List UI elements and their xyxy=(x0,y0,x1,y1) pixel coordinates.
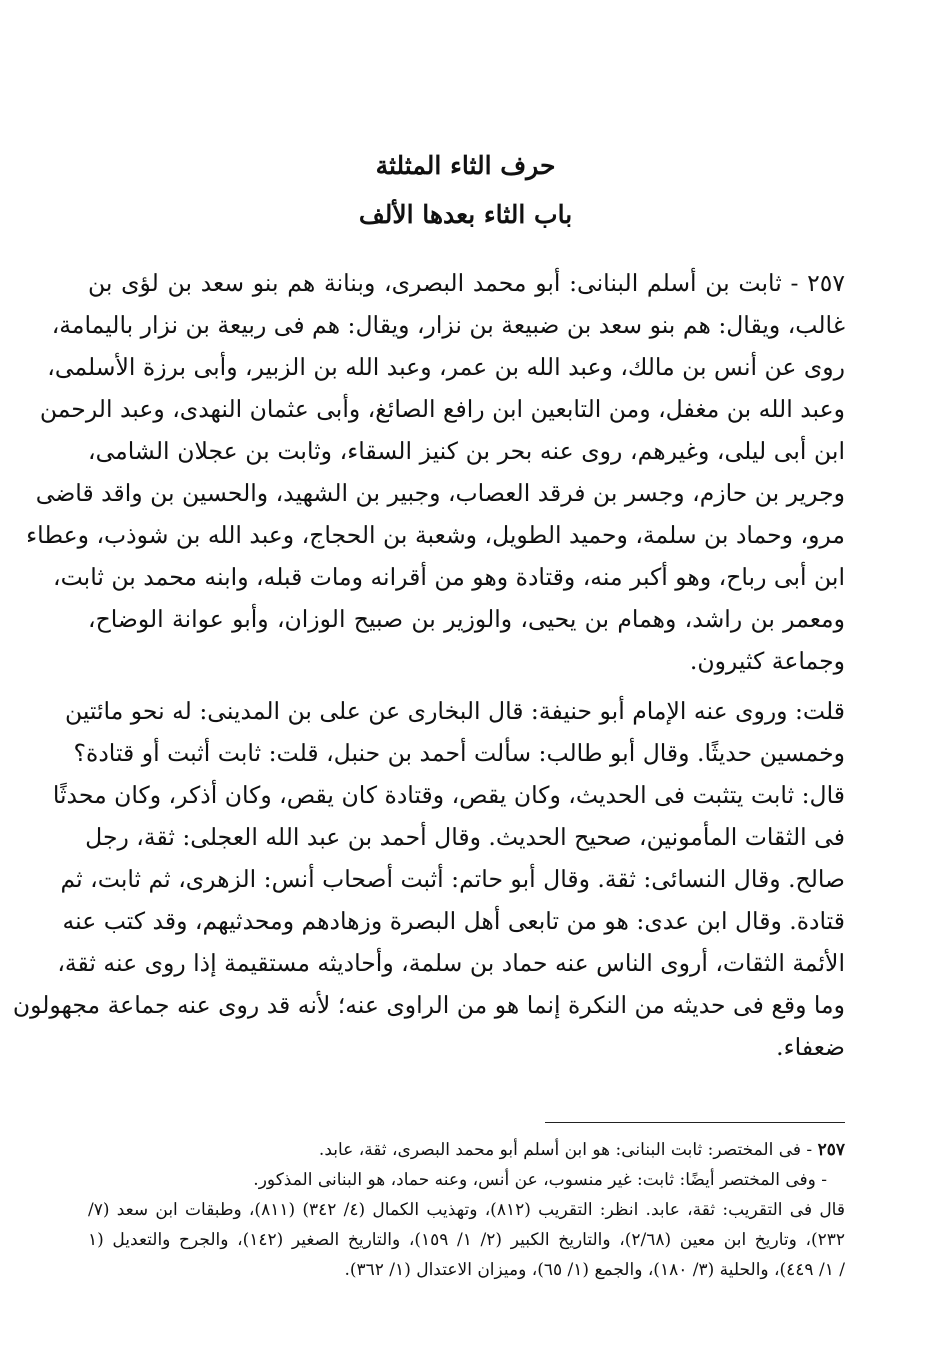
footnote-line: / ١/ ٤٤٩)، والحلية (٣/ ١٨٠)، والجمع (١/ ٦٥)، وميزان الاعتدال (١/ ٣٦٢). xyxy=(344,1260,845,1280)
note-line: وما وقع فى حديثه من النكرة إنما هو من الراوى عنه؛ لأنه قد روى عنه جماعة مجهولون xyxy=(12,991,845,1019)
footnote-separator xyxy=(545,1122,845,1123)
note-line: قلت: وروى عنه الإمام أبو حنيفة: قال البخارى عن على بن المدينى: له نحو مائتين xyxy=(64,697,845,725)
note-line: قال: ثابت يتثبت فى الحديث، وكان يقص، وقتادة كان يقص، وكان أذكر، وكان محدثًا xyxy=(52,781,845,809)
entry-line: ومعمر بن راشد، وهمام بن يحيى، والوزير بن صبيح الوزان، وأبو عوانة الوضاح، xyxy=(88,605,845,633)
entry-line: وجماعة كثيرون. xyxy=(689,647,845,675)
biography-entry xyxy=(26,262,845,682)
entry-line: وعبد الله بن مغفل، ومن التابعين ابن رافع الصائغ، وأبى عثمان النهدى، وعبد الرحمن xyxy=(39,395,845,423)
entry-line: روى عن أنس بن مالك، وعبد الله بن عمر، وعبد الله بن الزبير، وأبى برزة الأسلمى، xyxy=(47,353,845,381)
chapter-heading: باب الثاء بعدها الألف xyxy=(358,200,573,229)
note-line: وخمسين حديثًا. وقال أبو طالب: سألت أحمد بن حنبل، قلت: ثابت أثبت أو قتادة؟ xyxy=(73,739,845,767)
footnote-text: - فى المختصر: ثابت البنانى: هو ابن أسلم أبو محمد البصرى، ثقة، عابد. xyxy=(318,1140,818,1160)
entry-line: ابن أبى رباح، وهو أكبر منه، وقتادة وهو من أقرانه ومات قبله، وابنه محمد بن ثابت، xyxy=(53,563,845,591)
footnote-line: قال فى التقريب: ثقة، عابد. انظر: التقريب (٨١٢)، وتهذيب الكمال (٤/ ٣٤٢) (٨١١)، وطبقات ابن سعد (٧/ xyxy=(88,1200,845,1220)
note-line: الأئمة الثقات، أروى الناس عنه حماد بن سلمة، وأحاديثه مستقيمة إذا روى عنه ثقة، xyxy=(57,949,845,977)
note-line: فى الثقات المأمونين، صحيح الحديث. وقال أحمد بن عبد الله العجلى: ثقة، رجل xyxy=(85,823,845,851)
letter-heading: حرف الثاء المثلثة xyxy=(375,151,556,180)
entry-line: ٢٥٧ - ثابت بن أسلم البنانى: أبو محمد البصرى، وبنانة هم بنو سعد بن لؤى بن xyxy=(88,269,845,297)
footnote-line: - وفى المختصر أيضًا: ثابت: غير منسوب، عن أنس، وعنه حماد، هو البنانى المذكور. xyxy=(253,1170,827,1190)
entry-line: ابن أبى ليلى، وغيرهم، روى عنه بحر بن كنيز السقاء، وثابت بن عجلان الشامى، xyxy=(88,437,845,465)
entry-line: وجرير بن حازم، وجسر بن فرقد العصاب، وجبير بن الشهيد، والحسين بن واقد قاضى xyxy=(35,479,845,507)
footnote-line xyxy=(88,1135,845,1165)
author-note xyxy=(12,690,845,1068)
note-line: قتادة. وقال ابن عدى: هو من تابعى أهل البصرة وزهادهم ومحدثيهم، وقد كتب عنه xyxy=(62,907,845,935)
footnotes xyxy=(88,1135,845,1285)
footnote-line: ٢٣٢)، وتاريخ ابن معين (٢/٦٨)، والتاريخ الكبير (٢/ ١/ ١٥٩)، والتاريخ الصغير (١٤٢)، والجرح والتعديل (١ xyxy=(88,1230,845,1250)
note-line: ضعفاء. xyxy=(776,1033,845,1061)
note-line: صالح. وقال النسائى: ثقة. وقال أبو حاتم: أثبت أصحاب أنس: الزهرى، ثم ثابت، ثم xyxy=(60,865,845,893)
footnote-number: ٢٥٧ xyxy=(817,1140,845,1160)
entry-line: مرو، وحماد بن سلمة، وحميد الطويل، وشعبة بن الحجاج، وعبد الله بن شوذب، وعطاء xyxy=(26,521,845,549)
entry-line: غالب، ويقال: هم بنو سعد بن ضبيعة بن نزار، ويقال: هم فى ربيعة بن نزار باليمامة، xyxy=(51,311,845,339)
